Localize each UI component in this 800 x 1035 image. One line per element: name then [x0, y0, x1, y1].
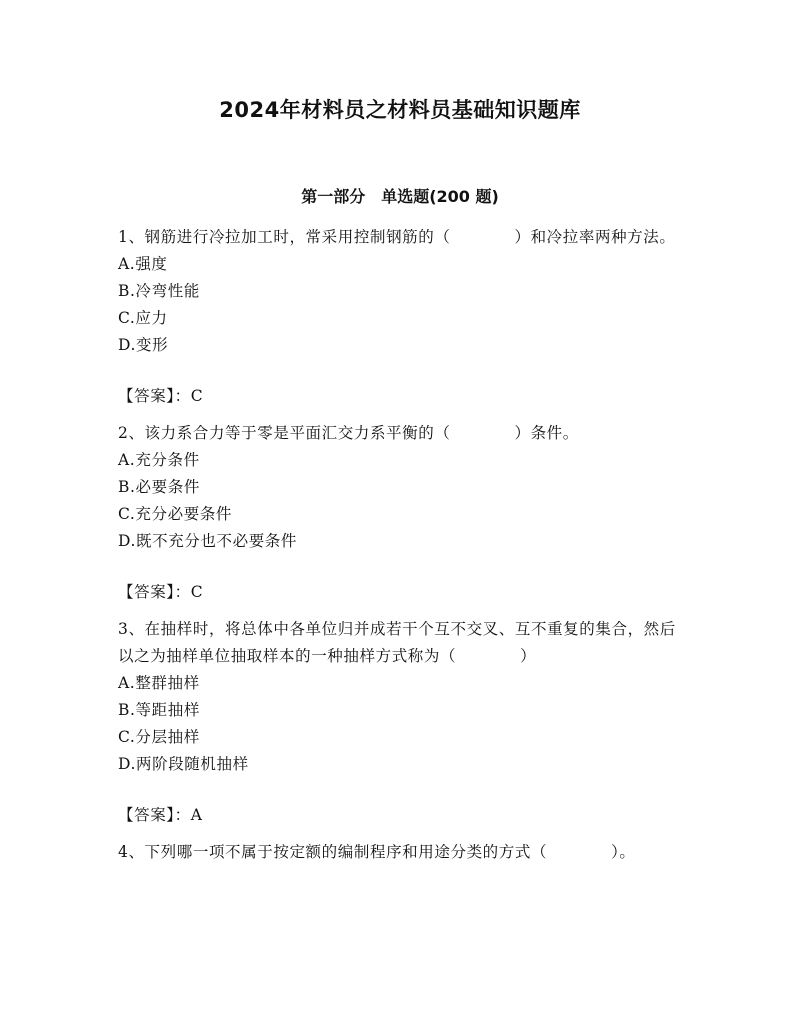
option-c: C.分层抽样 — [118, 728, 200, 746]
question-2 — [118, 420, 688, 606]
question-3 — [118, 616, 688, 829]
answer-value: A — [190, 806, 203, 824]
question-1 — [118, 224, 688, 410]
answer-line — [118, 802, 688, 829]
option-d: D.两阶段随机抽样 — [118, 755, 249, 773]
option-c: C.应力 — [118, 309, 168, 327]
answer-label: 【答案】： — [118, 387, 191, 405]
answer-line — [118, 579, 688, 606]
question-stem: 4、下列哪一项不属于按定额的编制程序和用途分类的方式（ ）。 — [118, 843, 636, 861]
question-stem: 1、钢筋进行冷拉加工时，常采用控制钢筋的（ ）和冷拉率两种方法。 — [118, 228, 676, 246]
answer-value: C — [190, 387, 204, 405]
option-a: A.强度 — [118, 255, 168, 273]
question-stem: 2、该力系合力等于零是平面汇交力系平衡的（ ）条件。 — [118, 424, 579, 442]
answer-label: 【答案】： — [118, 806, 191, 824]
option-a: A.整群抽样 — [118, 674, 200, 692]
document-title: 2024年材料员之材料员基础知识题库 — [219, 98, 581, 122]
question-stem: 3、在抽样时，将总体中各单位归并成若干个互不交叉、互不重复的集合，然后以之为抽样单位抽取样本的一种抽样方式称为（ ） — [118, 620, 676, 665]
option-b: B.冷弯性能 — [118, 282, 200, 300]
answer-value: C — [190, 583, 204, 601]
question-list — [118, 224, 688, 866]
answer-label: 【答案】： — [118, 583, 191, 601]
answer-line — [118, 383, 688, 410]
option-b: B.必要条件 — [118, 478, 200, 496]
option-d: D.既不充分也不必要条件 — [118, 532, 298, 550]
question-4 — [118, 839, 688, 866]
option-a: A.充分条件 — [118, 451, 200, 469]
option-d: D.变形 — [118, 336, 169, 354]
option-b: B.等距抽样 — [118, 701, 200, 719]
section-title: 第一部分 单选题(200 题) — [301, 187, 499, 206]
option-c: C.充分必要条件 — [118, 505, 233, 523]
